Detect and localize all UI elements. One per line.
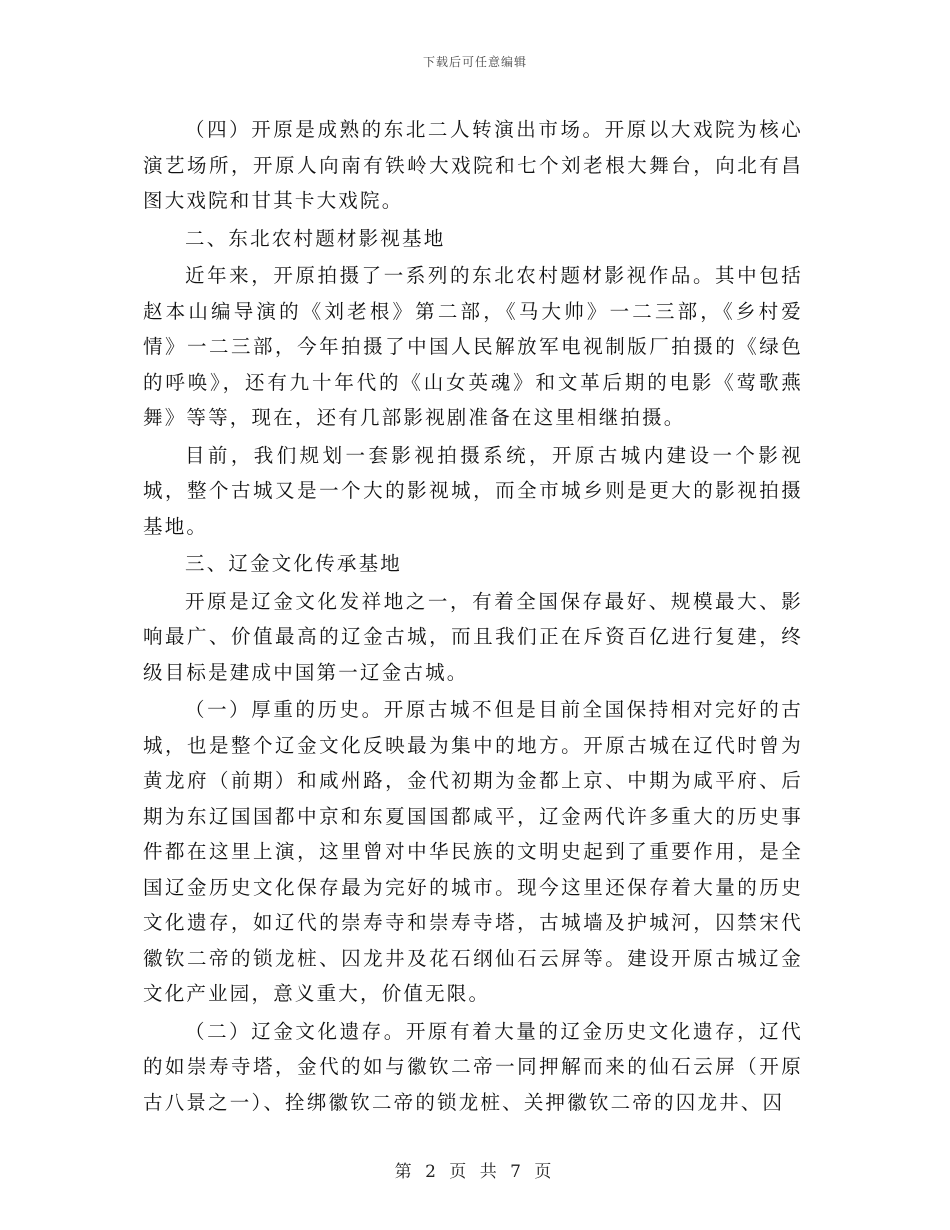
paragraph-film-works: 近年来，开原拍摄了一系列的东北农村题材影视作品。其中包括赵本山编导演的《刘老根》第二部，《马大帅》一二三部，《乡村爱情》一二三部，今年拍摄了中国人民解放军电视制版厂拍摄的《绿色的呼唤》，还有九十年代的《山女英魂》和文革后期的电影《莺歌燕舞》等等，现在，还有几部影视剧准备在这里相继拍摄。 xyxy=(143,264,803,429)
page-footer: 第 2 页 共 7 页 xyxy=(394,1162,556,1182)
heading-film-base: 二、东北农村题材影视基地 xyxy=(185,226,446,250)
paragraph-section-4: （四）开原是成熟的东北二人转演出市场。开原以大戏院为核心演艺场所，开原人向南有铁岭大戏院和七个刘老根大舞台，向北有昌图大戏院和甘其卡大戏院。 xyxy=(143,118,803,212)
heading-liaojin-base: 三、辽金文化传承基地 xyxy=(185,552,403,575)
paragraph-film-plan: 目前，我们规划一套影视拍摄系统，开原古城内建设一个影视城，整个古城又是一个大的影视城，而全市城乡则是更大的影视拍摄基地。 xyxy=(143,443,803,538)
paragraph-liaojin-intro: 开原是辽金文化发祥地之一，有着全国保存最好、规模最大、影响最广、价值最高的辽金古城，而且我们正在斥资百亿进行复建，终级目标是建成中国第一辽金古城。 xyxy=(143,589,803,684)
document-body xyxy=(143,112,803,1122)
paragraph-relics: （二）辽金文化遗存。开原有着大量的辽金历史文化遗存，辽代的如崇寿寺塔，金代的如与徽钦二帝一同押解而来的仙石云屏（开原古八景之一）、拴绑徽钦二帝的锁龙桩、关押徽钦二帝的囚龙井、囚 xyxy=(143,1019,803,1114)
paragraph-history: （一）厚重的历史。开原古城不但是目前全国保持相对完好的古城，也是整个辽金文化反映最为集中的地方。开原古城在辽代时曾为黄龙府（前期）和咸州路，金代初期为金都上京、中期为咸平府、后期为东辽国国都中京和东夏国国都咸平，辽金两代许多重大的历史事件都在这里上演，这里曾对中华民族的文明史起到了重要作用，是全国辽金历史文化保存最为完好的城市。现今这里还保存着大量的历史文化遗存，如辽代的崇寿寺和崇寿寺塔，古城墙及护城河，囚禁宋代徽钦二帝的锁龙桩、囚龙井及花石纲仙石云屏等。建设开原古城辽金文化产业园，意义重大，价值无限。 xyxy=(143,698,803,1005)
page-header: 下载后可任意编辑 xyxy=(422,55,527,69)
